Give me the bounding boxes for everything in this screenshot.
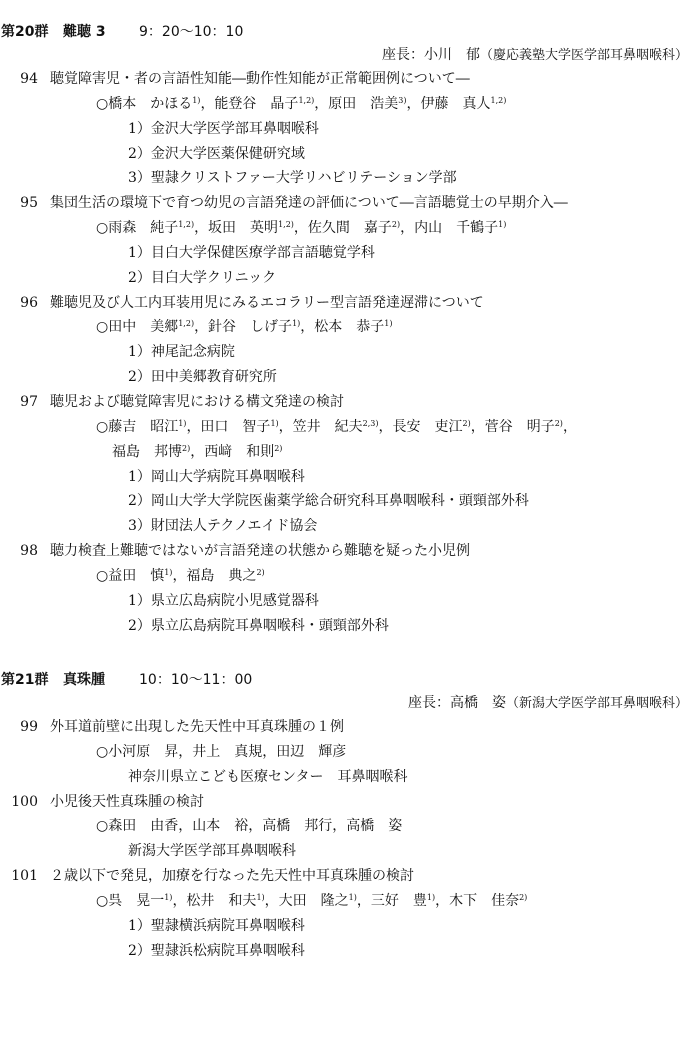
presentation-item — [0, 291, 700, 390]
presentation-title: 難聴児及び人工内耳装用児にみるエコラリー型言語発達遅滞について — [50, 294, 484, 311]
presentation-title: 集団生活の環境下で育つ幼児の言語発達の評価について―言語聴覚士の早期介入― — [50, 195, 568, 212]
chair-label: 座長： — [407, 695, 450, 711]
author-affiliation-mark: 1) — [498, 220, 507, 230]
author-name: ○藤吉 昭江 — [96, 418, 179, 435]
author-name: ，松井 和夫 — [172, 892, 257, 909]
author-affiliation-mark: 2) — [256, 567, 265, 577]
author-name: ， — [562, 418, 577, 435]
author-name: ○雨森 純子 — [96, 220, 179, 237]
presentation-title-line — [0, 864, 700, 889]
presentation-title: 聴覚障害児・者の言語性知能―動作性知能が正常範囲例について― — [50, 71, 470, 87]
chair-label: 座長： — [381, 47, 424, 63]
presentation-number: 98 — [20, 543, 38, 560]
author-line — [0, 415, 700, 440]
author-affiliation-mark: 1,2) — [278, 220, 294, 230]
session-20 — [0, 22, 700, 638]
author-name: ，福島 典之 — [172, 567, 257, 584]
author-affiliation-mark: 2) — [519, 892, 528, 902]
author-name: ，坂田 英明 — [194, 220, 279, 237]
presentation-item — [0, 390, 700, 539]
author-affiliation-mark: 2) — [462, 418, 471, 428]
presentation-number: 100 — [11, 793, 38, 810]
presentation-item — [0, 864, 700, 963]
author-name: ，針谷 しげ子 — [194, 319, 293, 336]
presentation-title-line — [0, 390, 700, 415]
affiliation-line: 1）岡山大学病院耳鼻咽喉科 — [128, 468, 305, 485]
affiliation-line: 1）神尾記念病院 — [128, 344, 235, 361]
author-line — [0, 440, 700, 465]
presentation-title-line — [0, 291, 700, 316]
session-time: 10：10～11：00 — [139, 672, 253, 688]
presentation-number: 101 — [11, 868, 38, 885]
author-name: ○益田 慎 — [96, 567, 165, 584]
chair-affiliation: （慶応義塾大学医学部耳鼻咽喉科） — [479, 48, 688, 63]
presentation-title: 聴児および聴覚障害児における構文発達の検討 — [50, 393, 344, 410]
author-line — [0, 889, 700, 914]
affiliation-line: 神奈川県立こども医療センター 耳鼻咽喉科 — [128, 768, 408, 785]
presentation-item — [0, 67, 700, 191]
author-line — [0, 216, 700, 241]
presentation-title-line — [0, 67, 700, 92]
presentation-item — [0, 790, 700, 865]
author-line — [0, 814, 700, 839]
affiliation-line: 新潟大学医学部耳鼻咽喉科 — [128, 843, 296, 860]
affiliation-line: 2）田中美郷教育研究所 — [128, 369, 277, 386]
author-affiliation-mark: 2,3) — [362, 418, 379, 428]
chair-name: 高橋 姿 — [449, 695, 506, 711]
author-affiliation-mark: 2) — [274, 443, 283, 453]
affiliation-line: 3）聖隷クリストファー大学リハビリテーション学部 — [128, 170, 457, 187]
author-name: ，三好 豊 — [356, 892, 427, 909]
author-affiliation-mark: 1) — [164, 567, 173, 577]
presentation-title: 外耳道前壁に出現した先天性中耳真珠腫の１例 — [50, 719, 344, 735]
affiliation-line: 1）目白大学保健医療学部言語聴覚学科 — [128, 244, 375, 261]
author-name: ，能登谷 晶子 — [200, 95, 299, 112]
affiliation-line: 2）目白大学クリニック — [128, 269, 277, 286]
author-affiliation-mark: 1) — [384, 319, 393, 329]
session-header — [0, 670, 700, 690]
presentation-item — [0, 191, 700, 290]
author-affiliation-mark: 1,2) — [298, 95, 315, 105]
author-name: ，佐久間 嘉子 — [293, 220, 392, 237]
presentation-number: 95 — [20, 195, 38, 212]
affiliation-line: 2）金沢大学医薬保健研究域 — [128, 145, 305, 162]
affiliation-line: 2）県立広島病院耳鼻咽喉科・頭頸部外科 — [128, 617, 389, 634]
author-name: ○森田 由香，山本 裕，高橋 邦行，高橋 姿 — [96, 818, 403, 835]
session-time: 9：20～10：10 — [139, 24, 244, 40]
presentation-title: 小児後天性真珠腫の検討 — [50, 793, 204, 810]
chairperson — [0, 42, 700, 67]
chairperson — [0, 690, 700, 715]
chair-affiliation: （新潟大学医学部耳鼻咽喉科） — [505, 696, 688, 711]
author-name: ，西﨑 和則 — [190, 443, 275, 460]
affiliation-line: 3）財団法人テクノエイド協会 — [128, 518, 318, 535]
presentation-number: 97 — [20, 393, 38, 410]
author-affiliation-mark: 1) — [256, 892, 265, 902]
author-affiliation-mark: 3) — [398, 95, 407, 105]
presentation-list — [0, 715, 700, 963]
session-title: 難聴 3 — [63, 24, 106, 40]
author-name: ，田口 智子 — [186, 418, 271, 435]
author-affiliation-mark: 1) — [178, 418, 187, 428]
author-affiliation-mark: 1) — [426, 892, 436, 902]
author-line — [0, 740, 700, 765]
author-affiliation-mark: 1) — [164, 892, 173, 902]
affiliation-line: 1）県立広島病院小児感覚器科 — [128, 592, 319, 609]
session-number: 第20群 — [1, 24, 49, 40]
presentation-list — [0, 67, 700, 638]
session-number: 第21群 — [1, 672, 49, 688]
author-affiliation-mark: 1,2) — [178, 220, 195, 230]
author-affiliation-mark: 2) — [391, 220, 401, 230]
affiliation-line: 2）岡山大学大学院医歯薬学総合研究科耳鼻咽喉科・頭頸部外科 — [128, 493, 529, 510]
author-affiliation-mark: 2) — [182, 443, 191, 453]
author-affiliation-mark: 1) — [348, 892, 357, 902]
author-name: 福島 邦博 — [112, 443, 182, 460]
author-name: ，木下 佳奈 — [435, 892, 520, 909]
presentation-number: 99 — [20, 719, 38, 735]
author-name: ，松本 恭子 — [300, 319, 385, 336]
presentation-title: 聴力検査上難聴ではないが言語発達の状態から難聴を疑った小児例 — [50, 543, 470, 560]
author-affiliation-mark: 1) — [292, 319, 301, 329]
author-line — [0, 315, 700, 340]
author-affiliation-mark: 1) — [270, 418, 279, 428]
presentation-item — [0, 715, 700, 790]
session-title: 真珠腫 — [63, 672, 105, 688]
author-affiliation-mark: 1,2) — [490, 95, 507, 105]
author-name: ，笠井 紀夫 — [278, 418, 363, 435]
author-name: ○橋本 かほる — [96, 95, 193, 112]
author-line — [0, 564, 700, 589]
author-affiliation-mark: 1,2) — [178, 319, 195, 329]
author-name: ，菅谷 明子 — [470, 418, 555, 435]
author-name: ，長安 吏江 — [378, 418, 463, 435]
author-name: ○呉 晃一 — [96, 892, 165, 909]
presentation-title-line — [0, 539, 700, 564]
presentation-number: 96 — [20, 294, 38, 311]
presentation-number: 94 — [20, 71, 38, 87]
presentation-title-line — [0, 191, 700, 216]
affiliation-line: 2）聖隷浜松病院耳鼻咽喉科 — [128, 942, 305, 959]
session-header — [0, 22, 700, 42]
author-line — [0, 92, 700, 117]
author-name: ，伊藤 真人 — [406, 95, 491, 112]
author-name: ，内山 千鶴子 — [400, 220, 499, 237]
session-21 — [0, 670, 700, 963]
presentation-item — [0, 539, 700, 638]
author-name: ○田中 美郷 — [96, 319, 179, 336]
author-affiliation-mark: 2) — [554, 418, 563, 428]
presentation-title: ２歳以下で発見，加療を行なった先天性中耳真珠腫の検討 — [50, 868, 414, 885]
affiliation-line: 1）聖隷横浜病院耳鼻咽喉科 — [128, 917, 305, 934]
author-name: ，原田 浩美 — [314, 95, 399, 112]
author-affiliation-mark: 1) — [192, 95, 201, 105]
presentation-title-line — [0, 715, 700, 740]
affiliation-line: 1）金沢大学医学部耳鼻咽喉科 — [128, 120, 319, 137]
presentation-title-line — [0, 790, 700, 815]
author-name: ，大田 隆之 — [264, 892, 349, 909]
author-name: ○小河原 昇，井上 真規，田辺 輝彦 — [96, 743, 347, 760]
chair-name: 小川 郁 — [423, 47, 480, 63]
